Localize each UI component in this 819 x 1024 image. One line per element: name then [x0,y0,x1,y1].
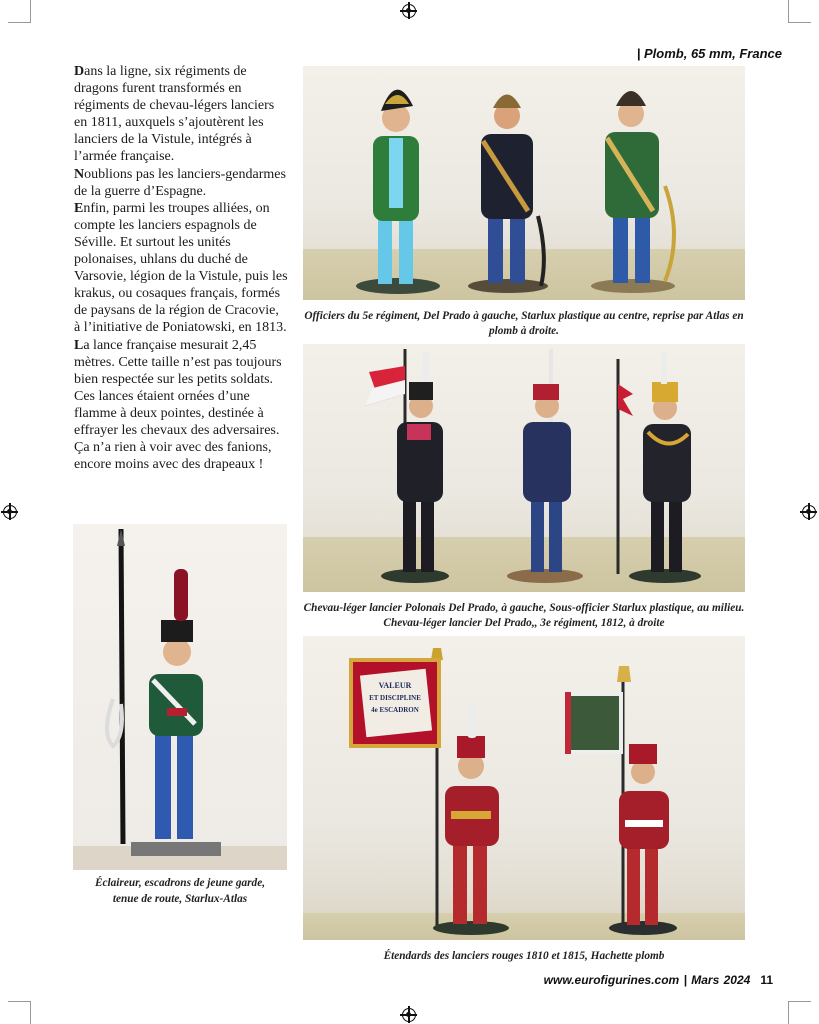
flag-text-line: VALEUR [378,681,412,690]
registration-mark-icon [3,505,17,519]
photo-polish-lancers [303,344,745,592]
figurine-center [468,95,548,294]
figurine-right [591,91,675,293]
photo-eclaireur [73,524,287,870]
photo-caption: Chevau-léger lancier Polonais Del Prado, à gauche, Sous-officier Starlux plastique, au milieu. Chevau-léger lancier Del Prado,, 3e régiment, 1812, à droite [303,602,745,629]
photo-caption: Éclaireur, escadrons de jeune garde, tenue de route, Starlux-Atlas [94,877,266,905]
figurine-left [365,349,449,583]
section-header: | Plomb, 65 mm, France [636,46,782,61]
paragraph: Enfin, parmi les troupes alliées, on compte les lanciers espagnols de Séville. Et surtout les unités polonaises, uhlans du duché de Varsovie, légion de la Vistule, puis les krakus, ou cosaques français, formés de paysans de la région de Cracovie, à l’initiative de Poniatowski, en 1813. [74,200,288,336]
article-body [74,63,288,473]
footer-site: www.eurofigurines.com | Mars 2024 [543,973,751,987]
photo-standards-red-lancers [303,636,745,940]
crop-mark-top-left [8,0,31,23]
photo-caption: Officiers du 5e régiment, Del Prado à gauche, Starlux plastique au centre, reprise par Atlas en plomb à droite. [304,310,744,337]
photo-officers-5e-regiment [303,66,745,300]
figurine-right [618,352,701,583]
crop-mark-bottom-right [788,1001,811,1024]
registration-mark-icon [402,4,416,18]
page-footer [544,973,773,987]
paragraph: Noublions pas les lanciers-gendarmes de la guerre d’Espagne. [74,166,286,199]
registration-mark-icon [802,505,816,519]
figurine-center [507,349,583,583]
figurine-left [356,90,440,294]
flag-text-line: ET DISCIPLINE [369,694,421,702]
crop-mark-bottom-left [8,1001,31,1024]
page-number: 11 [760,973,773,987]
crop-mark-top-right [788,0,811,23]
paragraph: Dans la ligne, six régiments de dragons furent transformés en régiments de chevau-légers lanciers en 1811, auxquels s’ajoutèrent les lanciers de la Vistule, intégrés à l’armée française. [74,64,275,165]
registration-mark-icon [402,1008,416,1022]
flag-text-line: 4e ESCADRON [371,706,419,714]
paragraph: La lance française mesurait 2,45 mètres. Cette taille n’est pas toujours bien respectée sur les petits soldats. Ces lances étaient ornées d’une flamme à deux pointes, destinée à effrayer les chevaux des adversaires. Ça n’a rien à voir avec des fanions, encore moins avec des drapeaux ! [74,337,282,473]
photo-caption: Étendards des lanciers rouges 1810 et 1815, Hachette plomb [383,950,665,962]
standard-right [565,666,677,935]
standard-left [349,648,509,935]
